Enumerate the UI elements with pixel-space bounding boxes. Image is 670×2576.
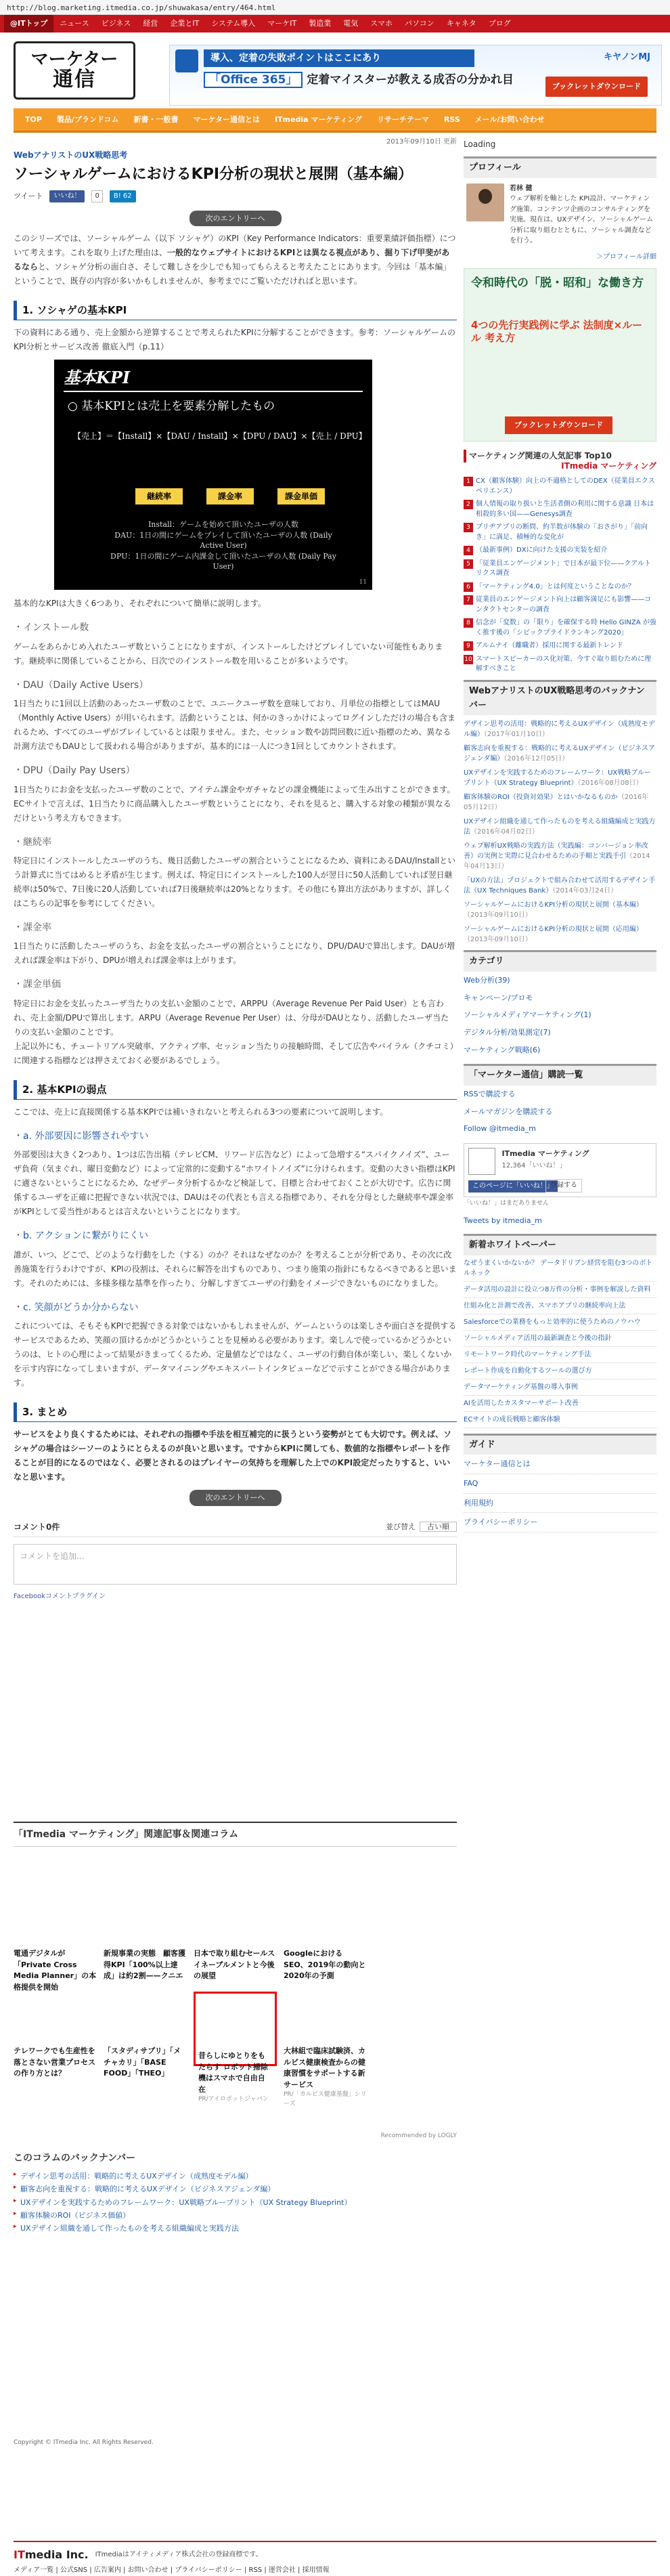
ranking-item[interactable] bbox=[464, 618, 656, 638]
backnumber-heading: このコラムのバックナンバー bbox=[14, 2152, 136, 2164]
gnav-item[interactable]: ブログ bbox=[488, 19, 511, 28]
kpi-heading: ・ DAU（Daily Active Users） bbox=[14, 678, 457, 693]
global-nav bbox=[0, 15, 670, 33]
ranking-title: （最新事例）DXに向けた支援の実装を紹介 bbox=[476, 546, 608, 555]
intro-paragraph bbox=[14, 232, 457, 288]
sort-label: 並び替え bbox=[386, 1522, 416, 1532]
sidebar-backnumber-list bbox=[464, 715, 656, 945]
footer bbox=[0, 2438, 670, 2574]
fb-page-share-button[interactable]: 登録する bbox=[545, 1179, 582, 1193]
ranking-item[interactable] bbox=[464, 546, 656, 556]
sort-select[interactable]: 古い順 bbox=[420, 1522, 457, 1532]
sidebar-backnumber-date: （2016年12月05日） bbox=[504, 755, 569, 763]
related-card[interactable]: 新規事業の実態 顧客獲得KPI「100%以上達成」は約2割——クニエ bbox=[104, 1949, 185, 1981]
slide-tag-unit-price: 課金単価 bbox=[277, 488, 325, 505]
related-row-2 bbox=[14, 2046, 457, 2113]
ranking-number: 1 bbox=[464, 477, 473, 486]
update-date: 2013年09月10日 更新 bbox=[386, 138, 457, 146]
profile-body bbox=[510, 184, 654, 246]
comment-input[interactable]: コメントを追加... bbox=[14, 1544, 457, 1585]
weakness-heading: ・ b. アクションに繋がりにくい bbox=[14, 1228, 457, 1243]
product-icon bbox=[175, 49, 198, 72]
ranking-number: 4 bbox=[464, 546, 473, 555]
sidebar-ad-title: 令和時代の「脱・昭和」な働き方 bbox=[471, 276, 644, 290]
ranking-item[interactable] bbox=[464, 641, 656, 651]
category-item[interactable]: キャンペーン/プロモ bbox=[464, 993, 533, 1002]
ranking-brand: ITmedia マーケティング bbox=[561, 461, 656, 471]
next-entry-button[interactable]: 次のエントリーへ bbox=[189, 211, 282, 227]
summary-paragraph bbox=[14, 1427, 457, 1484]
profile-name[interactable]: 若林 健 bbox=[510, 184, 533, 192]
weakness-heading: ・ a. 外部要因に影響されやすい bbox=[14, 1129, 457, 1144]
related-card[interactable] bbox=[374, 2046, 457, 2113]
whitepaper-item[interactable]: ECサイトの成長戦略と顧客体験 bbox=[464, 1412, 656, 1428]
ad-headline: 導入、定着の失敗ポイントはここにあり bbox=[204, 49, 474, 67]
loading-text: Loading bbox=[464, 139, 496, 149]
copyright: Copyright © ITmedia Inc. All Rights Reserved. bbox=[14, 2439, 154, 2446]
gnav-item[interactable]: システム導入 bbox=[211, 19, 256, 28]
ranking-item[interactable] bbox=[464, 477, 656, 496]
related-card[interactable]: Googleにおける SEO、2019年の動向と2020年の予測 bbox=[284, 1949, 366, 1981]
article-title: ソーシャルゲームにおけるKPI分析の現状と展開（基本編） bbox=[14, 166, 414, 184]
sidebar-backnumber-title: ウェブ解析UX戦略の実践方法（実践編：コンバージョン率改善）の実例と実際に見合わせるための手順と実践手引 bbox=[464, 842, 648, 861]
url-bar[interactable]: http://blog.marketing.itmedia.co.jp/shuwakasa/entry/464.html bbox=[0, 0, 670, 15]
ad-subline bbox=[204, 71, 514, 89]
fb-page-like-button[interactable]: このページに「いいね！」 bbox=[468, 1180, 558, 1193]
category-item[interactable]: デジタル分析/効果測定(7) bbox=[464, 1028, 551, 1037]
recommended-by: Recommended by LOGLY bbox=[380, 2132, 457, 2140]
sidebar-backnumber-item[interactable] bbox=[464, 792, 656, 813]
fb-page-likes: 12,364「いいね！」 bbox=[501, 1162, 566, 1170]
category-item[interactable]: マーケティング戦略(6) bbox=[464, 1045, 541, 1054]
kpi-body: 1日当たりに1回以上活動のあったユーザ数のことで、ユニークユーザ数を意味しており、月単位の指標としてはMAU（Monthly Active Users）が用いられます。活動ということは、何かのきっかけによってログインしただけの場合も含まれるため、すべてのユーザがプレイしているとは限りません。また、セッション数や訪問回数に近い指標のため、異なる計測方法でもDAUとして扱われる場合がありますが、基本的には一人につき1回としてカウントされます。 bbox=[14, 699, 455, 752]
kpi-list bbox=[14, 620, 457, 1067]
basic-kpi-paragraph: 下の資料にある通り、売上金額から逆算することで考えられたKPIに分解することができます。参考：ソーシャルゲームのKPI分析とサービス改善 徹底入門（p.11） bbox=[14, 328, 455, 352]
weakness-body: 誰が、いつ、どこで、どのような行動をした（する）のか？それはなぜなのか？を考えることが分析であり、その次に改善施策を行うわけですが、KPIの役割は、それらに解答を出すものであり、つまり施策の指針にもなるべきであると思います。それのためには、多様多様な基準を作ったり、分解しすぎてユーザの行動をイメージできないものになりました。 bbox=[14, 1249, 457, 1288]
whitepaper-item[interactable]: 仕組み化と計測で改善、スマホアプリの継続率向上法 bbox=[464, 1298, 656, 1314]
ranking-item[interactable] bbox=[464, 582, 656, 593]
weakness-body: これについては、そもそもKPIで把握できる対象ではないかもしれませんが、ゲームというのは楽しさや面白さを提供するサービスであるため、笑顔の頂けるかがどうかということを見極める必要があります。楽しんで使っているかどうかというのは、ヒトの心理によって結果がきまってくるため、定量値などではなく、ユーザの行動自体が楽しい、楽しくないかを示す内容になってしまいますが、データマイニングやエキスパートインタビューなどで示すことができる場合があります。 bbox=[14, 1321, 457, 1388]
ranking-item[interactable] bbox=[464, 559, 656, 579]
sidebar-backnumber-title: デザイン思考の活用：戦略的に考えるUXデザイン（成熟度モデル編） bbox=[464, 721, 655, 739]
next-entry-bottom bbox=[14, 1490, 457, 1506]
tweet-button[interactable]: ツイート bbox=[14, 192, 43, 201]
blog-nav-item[interactable]: 新書・一般書 bbox=[133, 114, 179, 124]
reader-list bbox=[464, 1086, 656, 1138]
sidebar-backnumber-title: 「UXの方法」プロジェクトで組み合わせて活用するデザイン手法（UX Techniques Bank） bbox=[464, 877, 656, 895]
profile-more-link[interactable]: ＞プロフィール詳細 bbox=[596, 253, 656, 261]
category-list bbox=[464, 972, 656, 1058]
blog-nav-item[interactable]: 製品/ブランドコム bbox=[56, 114, 119, 124]
ad-subline-text: 定着マイスターが教える成否の分かれ目 bbox=[307, 73, 514, 87]
footer-links[interactable]: メディア一覧 | 公式SNS | 広告案内 | お問い合わせ | プライバシーポリシー | RSS | 運営会社 | 採用情報 bbox=[14, 2567, 330, 2574]
footer-logo[interactable] bbox=[14, 2546, 89, 2564]
kpi-heading: ・ 課金単価 bbox=[14, 977, 457, 992]
blog-nav-item[interactable]: RSS bbox=[443, 114, 460, 124]
category-item[interactable]: Web分析(39) bbox=[464, 976, 510, 985]
twitter-timeline-link[interactable]: Tweets by itmedia_m bbox=[464, 1216, 542, 1226]
sidebar-backnumber-title: ソーシャルゲームにおけるKPI分析の現状と展開（応用編） bbox=[464, 926, 643, 934]
sidebar-ad-button[interactable]: ブックレットダウンロード bbox=[505, 416, 612, 434]
sidebar-backnumber-item[interactable] bbox=[464, 876, 656, 896]
comment-header bbox=[14, 1521, 457, 1537]
kpi-heading: ・ 課金率 bbox=[14, 920, 457, 935]
ranking-item[interactable] bbox=[464, 500, 656, 519]
ranking-number: 2 bbox=[464, 500, 473, 509]
sidebar-backnumber-item[interactable] bbox=[464, 817, 656, 837]
share-row bbox=[14, 190, 457, 202]
blog-nav bbox=[14, 108, 656, 133]
facebook-like-button[interactable]: いいね！ bbox=[49, 190, 85, 202]
backnumber-item[interactable]: ▸ 顧客体験のROI（ビジネス価値） bbox=[14, 2209, 457, 2222]
slide-title: 基本KPI bbox=[64, 368, 131, 388]
sidebar-backnumber-title: 顧客志向を重視する：戦略的に考えるUXデザイン（ビジネスアジェンダ編） bbox=[464, 745, 656, 763]
whitepaper-item[interactable]: Salesforceでの業務をもっと効率的に使うためのノウハウ bbox=[464, 1314, 656, 1331]
intro-bold: 一般的なウェブサイトにおけるKPIとは異なる視点があり、掘り下げ甲斐があるなら bbox=[14, 248, 450, 272]
related-card[interactable]: 「スタディサプリ」「メチャカリ」「BASE FOOD」「THEO」 bbox=[104, 2046, 181, 2078]
kpi-body: 1日当たりにお金を支払ったユーザ数のことで、アイテム課金やガチャなどの課金機能によって生み出すことができます。ECサイトで言えば、1日当たりに商品購入したユーザ数ということになり、それを見ると、購入する対象の種類が異なるだけという考え方もできます。 bbox=[14, 784, 455, 823]
whitepaper-item[interactable]: AIを活用したカスタマーサポート改善 bbox=[464, 1396, 656, 1412]
whitepaper-item[interactable]: データマーケティング基盤の導入事例 bbox=[464, 1379, 656, 1396]
category-item[interactable]: ソーシャルメディアマーケティング(1) bbox=[464, 1010, 591, 1020]
gnav-item[interactable]: 経営 bbox=[143, 19, 158, 28]
header bbox=[0, 33, 670, 108]
sidebar-backnumber-title: ソーシャルゲームにおけるKPI分析の現状と展開（基本編） bbox=[464, 901, 643, 909]
gnav-item[interactable]: スマホ bbox=[370, 19, 393, 28]
ranking-title: スマートスピーカーのス化対策、今すぐ取り組むために理解すべきこと bbox=[476, 655, 652, 673]
facebook-page-box bbox=[464, 1143, 656, 1197]
site-logo[interactable] bbox=[14, 41, 135, 100]
ranking-number: 5 bbox=[464, 559, 473, 569]
reader-item[interactable]: RSSで購読する bbox=[464, 1090, 516, 1099]
sidebar-backnumber-heading: WebアナリストのUX戦略思考のバックナンバー bbox=[464, 680, 656, 716]
intro-text-2: と、ソシャゲ分析の面白さ、そして難しさを少しでも知ってもらえると考えたことにあります。今回は「基本編」ということで、既存の内容が多いかもしれませんが、参考までにご覧いただければと思います。 bbox=[14, 262, 451, 286]
backnumber-item[interactable]: ▸ UXデザイン組織を通して作ったものを考える組織編成と実践方法 bbox=[14, 2222, 457, 2235]
kpi-body: 1日当たりに活動したユーザのうち、お金を支払ったユーザの割合ということになり、DPU/DAUで算出します。DAUが増えれば課金率は下がり、DPUが増えれば課金率は上がります。 bbox=[14, 941, 455, 966]
sidebar-backnumber-item[interactable] bbox=[464, 744, 656, 764]
related-card[interactable]: テレワークでも生産性を落とさない営業プロセスの作り方とは？ bbox=[14, 2046, 95, 2078]
section-heading-3: 3. まとめ bbox=[14, 1402, 457, 1422]
footer-logo-rest: media Inc. bbox=[24, 2548, 89, 2561]
summary-text: サービスをより良くするためには、それぞれの指標や手法を相互補完的に扱うという姿勢がとても大切です。例えば、ソシャゲの場合はシーソーのようにとらえるのが良いと思います。ですからKPIに関しても、数値的な指標やレポートを作ることが目的になるのではなく、必要とされるのはプレイヤーの気持ちを理解した上でのKPI設定だったりすると、いいなと思います。 bbox=[14, 1429, 452, 1482]
sidebar-backnumber-date: （2016年05月12日） bbox=[464, 794, 649, 812]
next-entry-top bbox=[14, 211, 457, 227]
whitepaper-item[interactable]: ソーシャルメディア活用の最新調査と今後の指針 bbox=[464, 1331, 656, 1347]
category-heading: カテゴリ bbox=[464, 950, 656, 972]
related-card[interactable] bbox=[374, 1948, 457, 2016]
gnav-item[interactable]: ビジネス bbox=[101, 19, 131, 28]
intro-text: このシリーズでは、ソーシャルゲーム（以下 ソシャゲ）のKPI（Key Performance Indicators：重要業績評価指標）について考えます。これを取り上げた理由は、 bbox=[14, 234, 456, 258]
blog-nav-item[interactable]: TOP bbox=[25, 114, 42, 124]
kpi-heading: ・ DPU（Daily Pay Users） bbox=[14, 763, 457, 778]
comment-count: コメント0件 bbox=[14, 1522, 60, 1532]
gnav-item[interactable]: 電気 bbox=[343, 19, 359, 28]
kpi-body: 特定日にお金を支払ったユーザ当たりの支払い金額のことで、ARPPU（Average Revenue Per Paid User）とも言われ、売上金額/DPUで算出します。ARPU（Average Revenue Per User）は、分母がDAUとなり、活動したユーザ当たりの支払い金額のことです。 上記以外にも、チュートリアル突破率、アクティブ率、セッション当たりの接触時間、そして広告やバイラル（クチコミ）に関連する指標などは押さえておく必要があるでしょう。 bbox=[14, 998, 454, 1065]
weakness-body: 外部要因は大きく2つあり、1つは広告出稿（テレビCM、リワード広告など）によって急増する“スパイクノイズ”、ユーザ負荷（気まぐれ、曜日変動など）によって定常的に変動する“ホワイトノイズ”に分けられます。変動の大きい指標はKPIに適さないということになるため、なぜデータ分析するかなど検証して、目標と合わせておくことが大切です。広告に関係するユーザを正確に把握できない状況では、DAUはその代表とも言える指標であり、それを分母とした継続率や課金率がKPIとして妥当性があるとは言えないということになります。 bbox=[14, 1150, 455, 1217]
slide-formula: 【売上】＝【Install】×【DAU / Install】×【DPU / DAU】×【売上 / DPU】 bbox=[73, 431, 367, 442]
related-card-text: 大林組で臨床試験済、カルビス健康検査からの健康習慣をサポートする新サービス bbox=[284, 2046, 365, 2089]
profile-heading: プロフィール bbox=[464, 156, 656, 178]
ranking-title: ブリヂアプリの断問、約半数が体験の「おさがり」「前向き」に満足、積極的な変化が bbox=[476, 523, 648, 541]
related-card[interactable]: 日本で取り組むセールスイネーブルメントと今後の展望 bbox=[194, 1949, 275, 1981]
ranking-number: 10 bbox=[464, 656, 472, 663]
ranking-title: 個人情報の取り扱いと生活者側の利用に関する意識 日本は相殺的多い国——Genesys調査 bbox=[476, 500, 654, 518]
ad-brand: キヤノンMJ bbox=[604, 52, 650, 62]
ranking-title: 従業員のエンゲージメント向上は顧客満足にも影響——コンタクトセンターの調査 bbox=[476, 596, 652, 614]
facebook-comment-plugin-link[interactable]: Facebookコメントプラグイン bbox=[14, 1592, 106, 1600]
kpi-body: ゲームをあらかじめ入れたユーザ数ということになりますが、インストールしたけどプレイしていない可能性もあります。継続率に関係していることから、日次でのインストール数を用いることが多いようです。 bbox=[14, 641, 443, 666]
backnumber-list bbox=[14, 2170, 457, 2235]
weakness-heading: ・ c. 笑顔がどうか分からない bbox=[14, 1300, 457, 1315]
sidebar-backnumber-date: （2013年09月10日） bbox=[464, 936, 532, 944]
footer-bar bbox=[14, 2541, 656, 2564]
related-card-pr: PR/「カルピス健康基盤」シリーズ bbox=[284, 2091, 367, 2107]
reader-heading: 「マーケター通信」購読一覧 bbox=[464, 1064, 656, 1086]
kpi-heading: ・ 継続率 bbox=[14, 835, 457, 850]
slide-subtitle: ○ 基本KPIとは売上を要素分解したもの bbox=[68, 400, 275, 414]
ad-download-button[interactable]: ブックレットダウンロード bbox=[545, 77, 648, 97]
ranking-number: 9 bbox=[464, 641, 473, 651]
logo-text-1: マーケター bbox=[30, 49, 118, 70]
related-card[interactable] bbox=[284, 2046, 367, 2113]
guide-item[interactable]: マーケター通信とは bbox=[464, 1455, 656, 1474]
sidebar-backnumber-date: （2016年04月02日） bbox=[470, 828, 539, 836]
related-ad-card[interactable] bbox=[194, 1992, 277, 2103]
avatar bbox=[466, 184, 504, 221]
ranking-heading: マーケティング関連の人気記事 Top10 bbox=[464, 450, 656, 463]
gnav-item[interactable]: マーケIT bbox=[267, 19, 297, 28]
sidebar-backnumber-date: （2014年04月13日） bbox=[464, 853, 650, 871]
ranking-title: CX（顧客体験）向上の不適格としてのDEX（従業員エクスペリエンス） bbox=[476, 477, 655, 495]
sidebar-backnumber-date: （2013年09月10日） bbox=[464, 911, 532, 920]
section-heading-1: 1. ソシャゲの基本KPI bbox=[14, 301, 457, 320]
ranking-number: 3 bbox=[464, 523, 473, 532]
ranking-title: 信念が「変数」の「限り」を確保する時 Hello GINZA が強く推す後の「シビックプライドランキング2020」 bbox=[476, 619, 656, 637]
ranking-item[interactable] bbox=[464, 655, 656, 674]
gnav-item[interactable]: @ITトップ bbox=[4, 15, 53, 33]
whitepaper-heading: 新着ホワイトペーパー bbox=[464, 1234, 656, 1255]
kpi-slide-image bbox=[54, 360, 372, 590]
whitepaper-list bbox=[464, 1255, 656, 1428]
sidebar-backnumber-date: （2017年01月10日） bbox=[484, 731, 549, 739]
next-entry-button-bottom[interactable]: 次のエントリーへ bbox=[189, 1490, 282, 1506]
footer-logo-it: IT bbox=[14, 2548, 25, 2561]
sidebar-ad[interactable] bbox=[464, 268, 656, 442]
slide-tag-pay-rate: 課金率 bbox=[206, 488, 254, 505]
slide-page-number: 11 bbox=[359, 579, 367, 586]
main-content bbox=[14, 137, 457, 1616]
comment-sort bbox=[386, 1521, 457, 1533]
reader-item[interactable]: Follow @itmedia_m bbox=[464, 1124, 536, 1134]
related-ad-text: 昔らしにゆとりをもたらす ロボット掃除機はスマホで自由自在 bbox=[198, 2051, 268, 2094]
blog-nav-item[interactable]: メール/お問い合わせ bbox=[474, 114, 545, 124]
blog-nav-item[interactable]: リサーチテーマ bbox=[377, 114, 429, 124]
sidebar-backnumber-date: （2016年08月08日） bbox=[577, 779, 643, 788]
gnav-item[interactable]: 企業とIT bbox=[170, 19, 200, 28]
ranking-title: アルムナイ（離職者）採用に関する最新トレンド bbox=[476, 642, 624, 650]
sidebar-backnumber-item[interactable] bbox=[464, 768, 656, 788]
ranking-list bbox=[464, 477, 656, 674]
article-category[interactable]: WebアナリストのUX戦略思考 bbox=[14, 150, 128, 160]
section-heading-2: 2. 基本KPIの弱点 bbox=[14, 1080, 457, 1100]
ranking-title: 「マーケティング4.0」とは何度ということなのか？ bbox=[476, 582, 635, 591]
fb-page-info bbox=[502, 1148, 589, 1172]
guide-list bbox=[464, 1455, 656, 1532]
kpi-body: 特定日にインストールしたユーザのうち、幾日活動したユーザの割合ということになるため、資料にあるDAU/Installという計算式に当てはめると矛盾が生じます。例えば、特定日にインストールした100人が翌日に50人活動していれば翌日継続率は50%で、7日後に20人活動していれば7日後継続率は20%となります。その他にも算出方法がありますが、詳しくはこちらの記事を参考にしてください。 bbox=[14, 856, 456, 909]
blog-nav-item[interactable]: マーケター通信とは bbox=[193, 114, 260, 124]
weak-intro-paragraph: ここでは、売上に直接関係する基本KPIでは補いきれないと考えられる3つの要素について説明します。 bbox=[14, 1107, 388, 1117]
sidebar-backnumber-item[interactable] bbox=[464, 841, 656, 872]
ranking-item[interactable] bbox=[464, 523, 656, 542]
whitepaper-item[interactable]: レポート作成を自動化するツールの選び方 bbox=[464, 1363, 656, 1379]
related-card[interactable]: 電通デジタルが「Private Cross Media Planner」の本格提供を開始 bbox=[14, 1949, 97, 1992]
gnav-item[interactable]: パソコン bbox=[405, 19, 434, 28]
slide-note: Install：ゲームを始めて頂いたユーザの人数 DAU：1日の間にゲームをプレイして頂いたユーザの人数 (Daily Active User) DPU：1日の間にゲーム内課金して頂いたユーザの人数 (Daily Pay User) bbox=[110, 520, 336, 572]
ad-product: 「Office 365」 bbox=[204, 72, 303, 88]
related-ad-pr: PR/アイロボットジャパン bbox=[198, 2096, 269, 2103]
related-heading: 「ITmedia マーケティング」関連記事＆関連コラム bbox=[14, 1822, 457, 1847]
sidebar-backnumber-item[interactable] bbox=[464, 719, 656, 739]
logo-text-2: 通信 bbox=[53, 67, 96, 91]
guide-item[interactable]: プライバシーポリシー bbox=[464, 1513, 656, 1532]
sidebar bbox=[464, 137, 656, 1616]
gnav-item[interactable]: 製造業 bbox=[309, 19, 332, 28]
slide-divider bbox=[64, 391, 363, 392]
footer-tagline: ITmediaはアイティメディア株式会社の登録商標です。 bbox=[95, 2550, 263, 2558]
fb-note: 「いいね！」はまだありません bbox=[464, 1199, 550, 1207]
related-section bbox=[14, 1815, 457, 2235]
gnav-item[interactable]: ニュース bbox=[60, 19, 89, 28]
guide-item[interactable]: FAQ bbox=[464, 1474, 656, 1494]
profile-box bbox=[464, 178, 656, 252]
sidebar-backnumber-date: （2014年03月24日） bbox=[552, 887, 618, 895]
sidebar-backnumber-title: UXデザインを実践するためのフレームワーク：UX戦略ブループリント（UX Strategy Blueprint） bbox=[464, 769, 651, 788]
sidebar-backnumber-item[interactable] bbox=[464, 900, 656, 920]
ranking-item[interactable] bbox=[464, 595, 656, 615]
ranking-number: 7 bbox=[464, 595, 473, 605]
guide-heading: ガイド bbox=[464, 1434, 656, 1455]
guide-item[interactable]: 利用規約 bbox=[464, 1494, 656, 1514]
gnav-item[interactable]: キャネタ bbox=[446, 19, 476, 28]
sidebar-backnumber-title: 顧客体験のROI（投資対効果）とはいかなるものか bbox=[464, 794, 618, 802]
like-count: 0 bbox=[91, 190, 102, 202]
after-slide-paragraph: 基本的なKPIは大きく6つあり、それぞれについて簡単に説明します。 bbox=[14, 599, 267, 609]
backnumber-item[interactable]: ▸ 顧客志向を重視する：戦略的に考えるUXデザイン（ビジネスアジェンダ編） bbox=[14, 2183, 457, 2195]
backnumber-item[interactable]: ▸ デザイン思考の活用：戦略的に考えるUXデザイン（成熟度モデル編） bbox=[14, 2170, 457, 2183]
kpi-heading: ・ インストール数 bbox=[14, 620, 457, 635]
sidebar-backnumber-title: UXデザイン組織を通して作ったものを考える組織編成と実践方法 bbox=[464, 818, 656, 836]
hatena-bookmark-button[interactable]: B! 62 bbox=[110, 190, 136, 202]
sidebar-backnumber-item[interactable] bbox=[464, 924, 656, 945]
ranking-title: 「従業員エンゲージメント」で日本が最下位——クアルトリクス調査 bbox=[476, 559, 651, 578]
backnumber-item[interactable]: ▸ UXデザインを実践するためのフレームワーク：UX戦略ブループリント（UX Strategy Blueprint） bbox=[14, 2196, 457, 2209]
reader-item[interactable]: メールマガジンを購読する bbox=[464, 1107, 553, 1116]
profile-text: ウェブ解析を軸とした KPI設計、マーケティング施策、コンテンツ企画のコンサルティングを実施。現在は、UXデザイン、ソーシャルゲーム分析に取り組むとともに、ソーシャル調査などを行う。 bbox=[510, 195, 654, 245]
whitepaper-item[interactable]: なぜうまくいかないか？ データドリブン経営を阻む3つのボトルネック bbox=[464, 1255, 656, 1282]
weak-list bbox=[14, 1129, 457, 1390]
blog-nav-item[interactable]: ITmedia マーケティング bbox=[274, 114, 363, 124]
header-banner-ad[interactable] bbox=[169, 45, 662, 106]
fb-page-name[interactable]: ITmedia マーケティング bbox=[501, 1149, 589, 1158]
slide-tag-retention: 継続率 bbox=[135, 488, 183, 505]
whitepaper-item[interactable]: データ活用の設計に役立つ8万件の分析・事例を解説した資料 bbox=[464, 1282, 656, 1298]
itmedia-logo-icon bbox=[468, 1148, 495, 1175]
sidebar-ad-subtitle: 4つの先行実践例に学ぶ 法制度×ルール 考え方 bbox=[471, 318, 643, 345]
whitepaper-item[interactable]: リモートワーク時代のマーケティング手法 bbox=[464, 1347, 656, 1363]
ranking-number: 8 bbox=[464, 618, 473, 628]
ranking-number: 6 bbox=[464, 582, 473, 592]
